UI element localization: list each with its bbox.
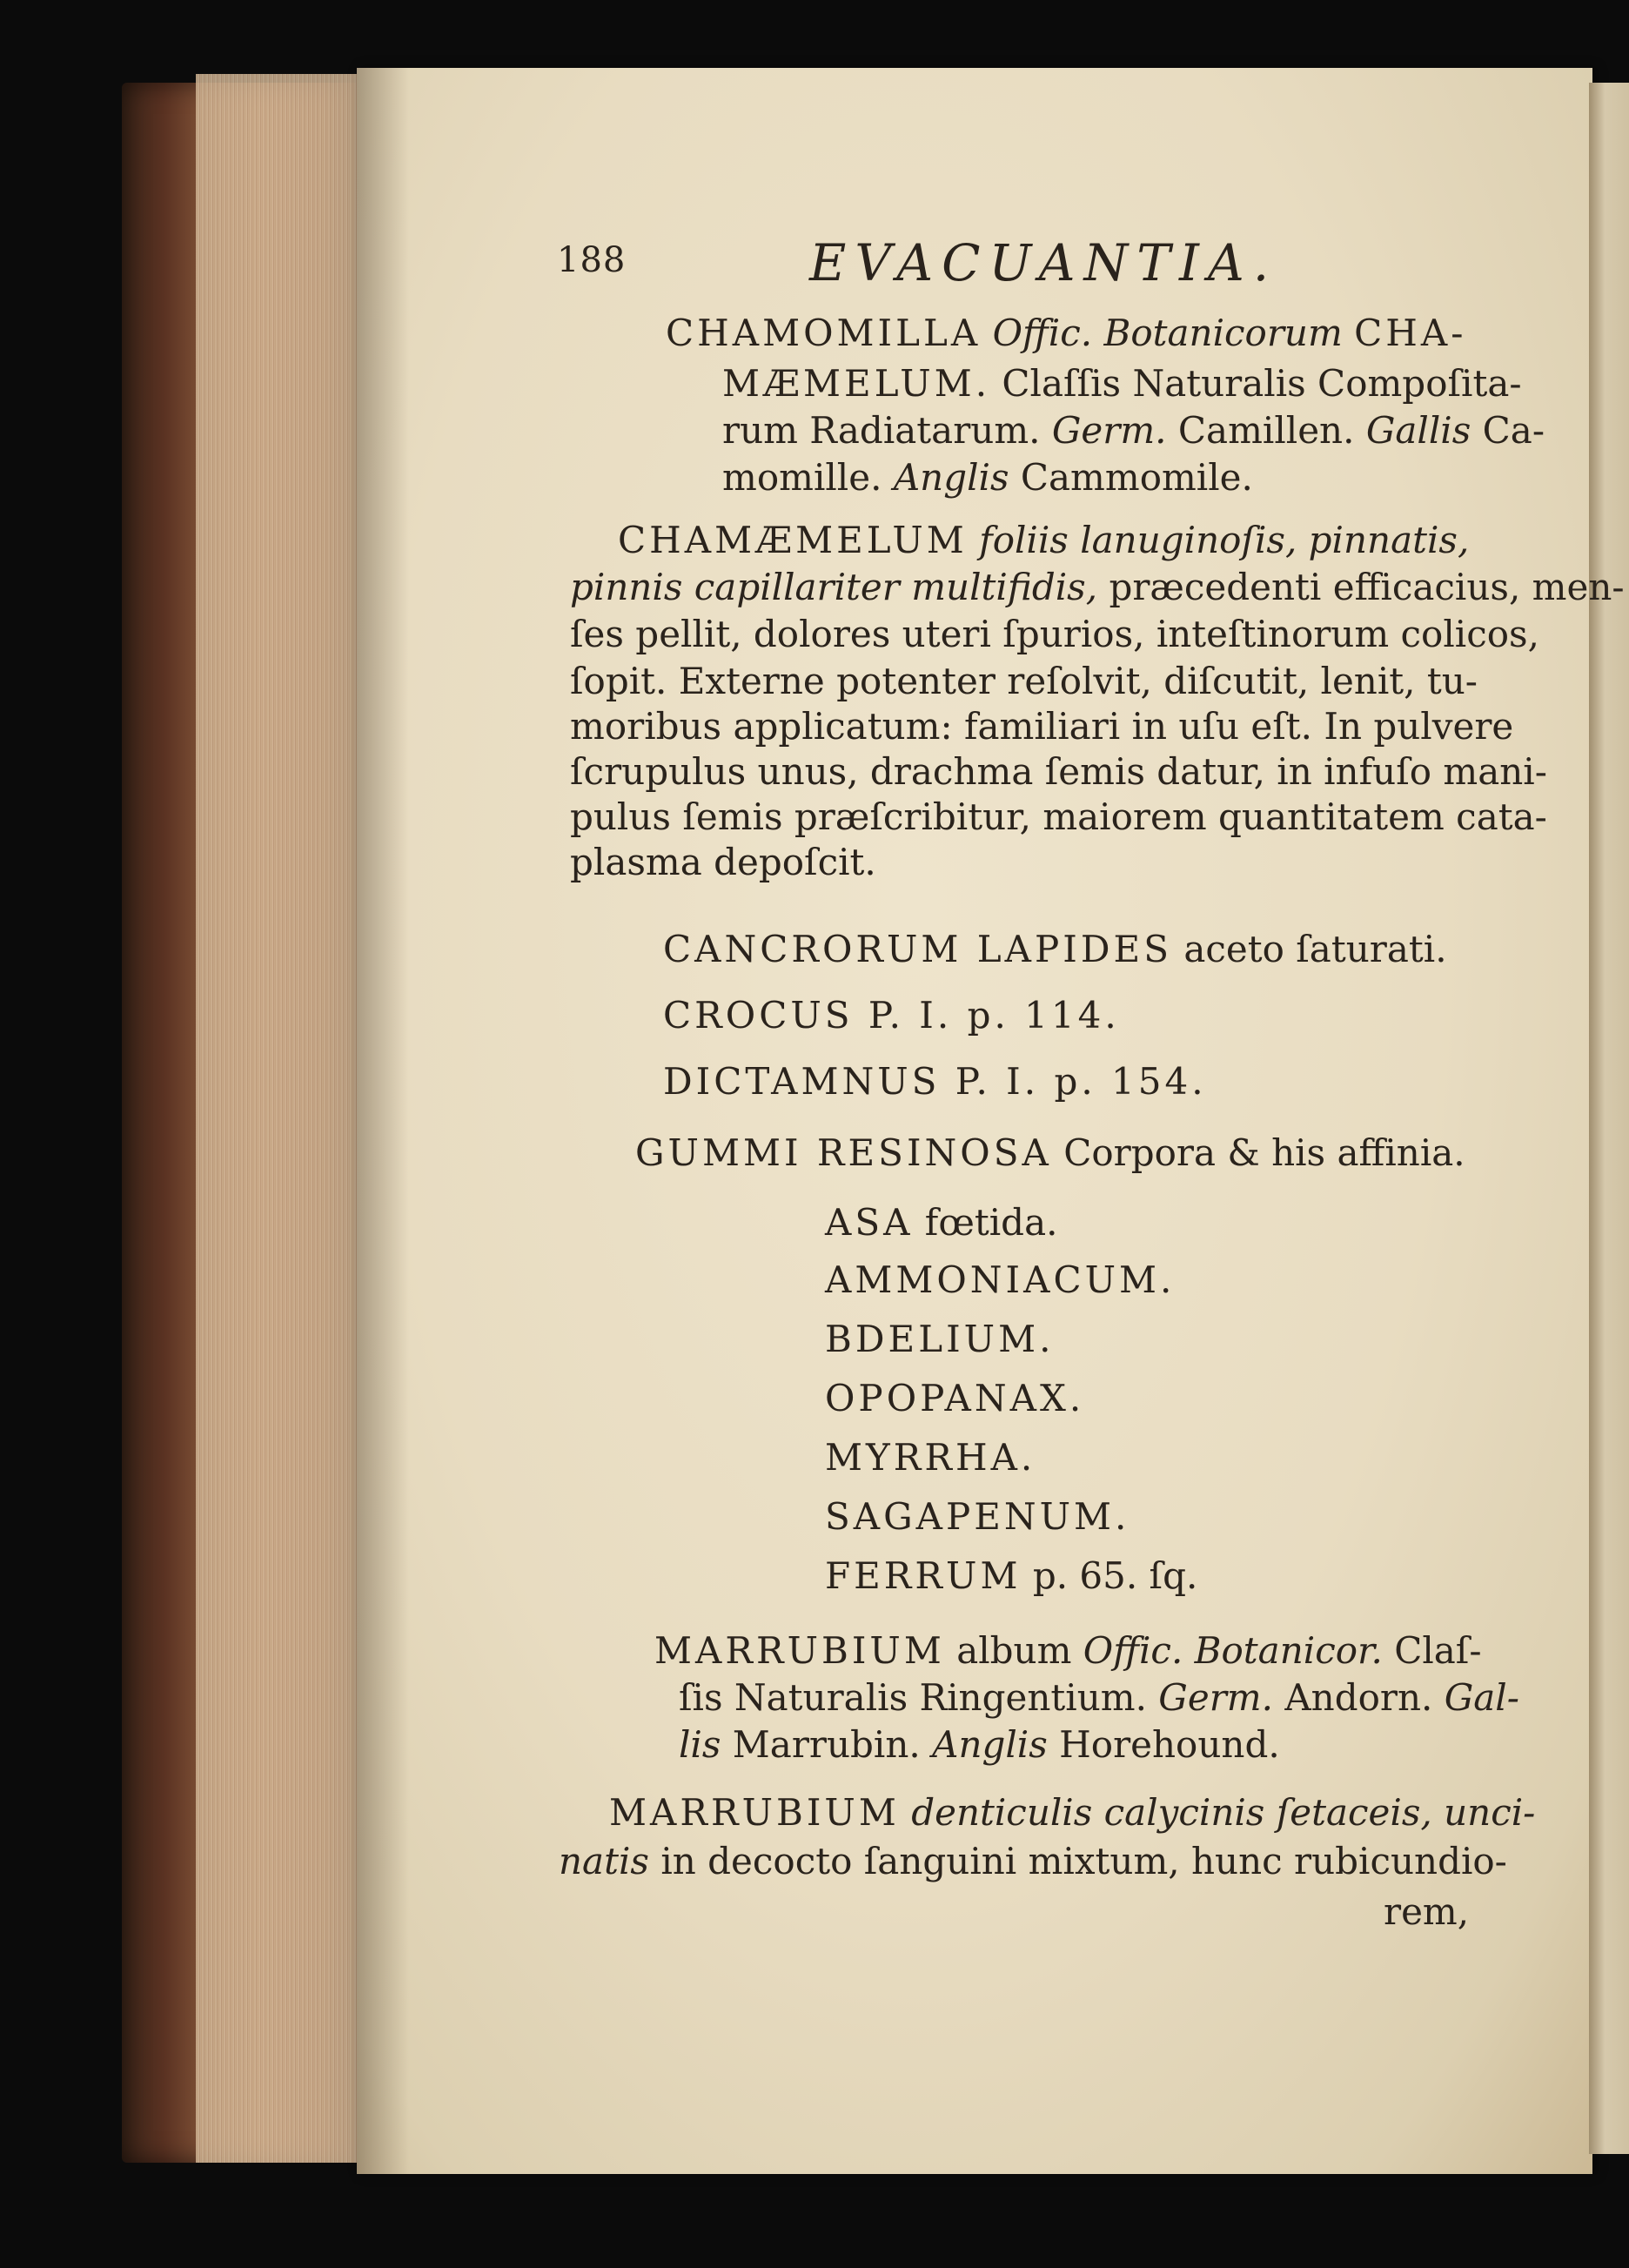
page-header [557, 233, 1514, 303]
entry-cancrorum: CANCRORUM LAPIDES aceto ſaturati. [663, 928, 1447, 970]
text-line: MÆMELUM. Claſſis Naturalis Compoſita- [722, 362, 1522, 405]
entry-crocus: CROCUS P. I. p. 114. [663, 994, 1120, 1037]
catchword: rem, [1384, 1890, 1470, 1933]
page-stack-edges [196, 74, 370, 2163]
text-line: moribus applicatum: familiari in uſu eſt. In pulvere [570, 705, 1514, 748]
text-line: CHAMOMILLA Offic. Botanicorum CHA- [666, 312, 1467, 354]
list-item: BDELIUM. [825, 1318, 1055, 1360]
list-item: MYRRHA. [825, 1436, 1036, 1479]
running-title: EVACUANTIA. [809, 233, 1278, 292]
text-line: MARRUBIUM denticulis calycinis ſetaceis, unci- [609, 1791, 1536, 1834]
text-line: pinnis capillariter multifidis, præcedenti efficacius, men- [570, 566, 1625, 608]
text-line: lis Marrubin. Anglis Horehound. [679, 1723, 1280, 1766]
text-line: ſes pellit, dolores uteri ſpurios, inteſtinorum colicos, [570, 613, 1539, 655]
page-number: 188 [557, 240, 627, 280]
list-item: OPOPANAX. [825, 1377, 1085, 1419]
list-item: ASA fœtida. [825, 1201, 1058, 1244]
text-line: MARRUBIUM album Offic. Botanicor. Claſ- [654, 1629, 1482, 1672]
text-line: ſis Naturalis Ringentium. Germ. Andorn. Gal- [679, 1676, 1519, 1719]
text-line: plasma depoſcit. [570, 841, 876, 883]
list-item: SAGAPENUM. [825, 1495, 1130, 1538]
facing-page-edge [1589, 83, 1629, 2154]
text-line: rum Radiatarum. Germ. Camillen. Gallis Ca- [722, 409, 1545, 452]
text-line: ſopit. Externe potenter reſolvit, diſcutit, lenit, tu- [570, 660, 1478, 702]
text-line: ſcrupulus unus, drachma ſemis datur, in infuſo mani- [570, 750, 1547, 793]
text-line: natis in decocto ſanguini mixtum, hunc rubicundio- [559, 1840, 1507, 1882]
text-line: pulus ſemis præſcribitur, maiorem quantitatem cata- [570, 795, 1547, 838]
list-item: FERRUM p. 65. ſq. [825, 1554, 1198, 1597]
gutter-shadow [357, 68, 409, 2174]
text-line: momille. Anglis Cammomile. [722, 456, 1253, 499]
entry-gummi-resinosa: GUMMI RESINOSA Corpora & his affinia. [635, 1131, 1465, 1174]
entry-dictamnus: DICTAMNUS P. I. p. 154. [663, 1060, 1207, 1103]
list-item: AMMONIACUM. [825, 1258, 1176, 1301]
text-line: CHAMÆMELUM foliis lanuginoſis, pinnatis, [618, 519, 1470, 561]
